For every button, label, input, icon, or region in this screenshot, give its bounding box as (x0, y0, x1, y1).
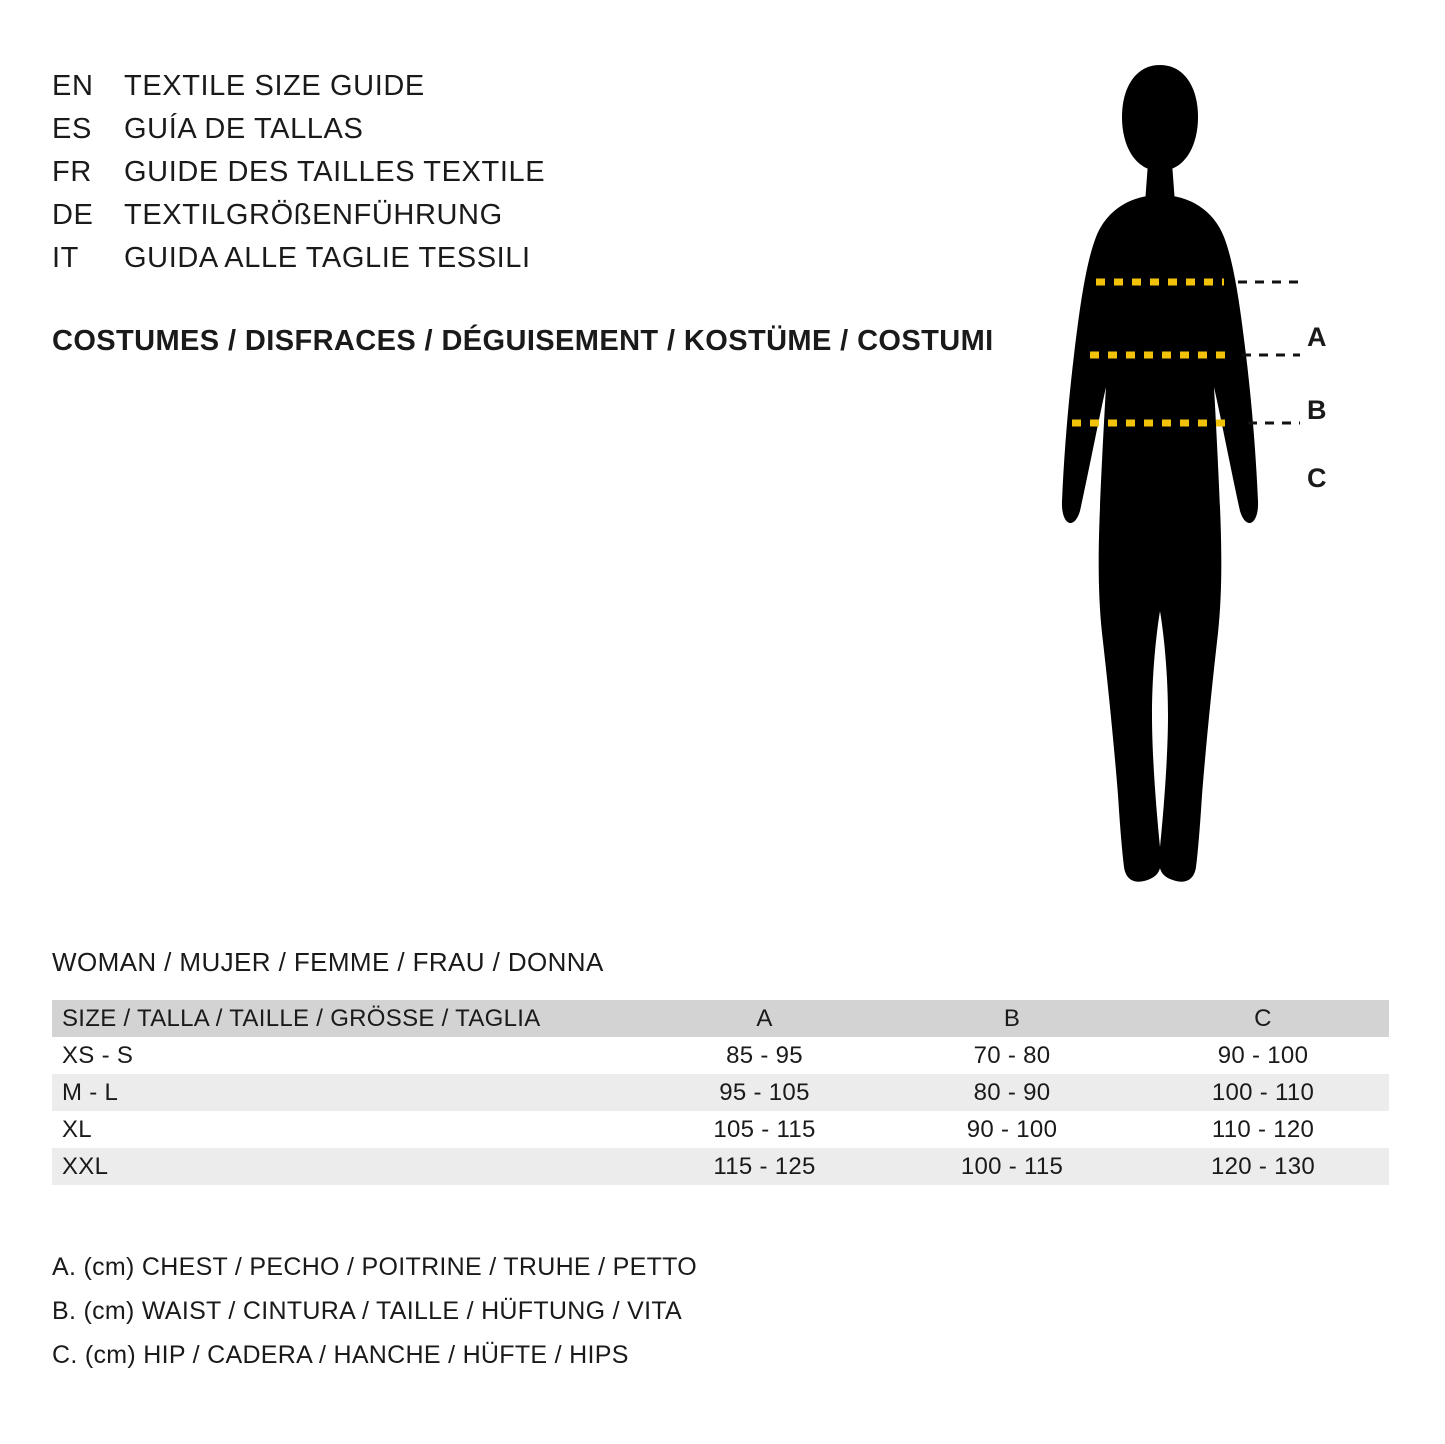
language-code: DE (52, 199, 94, 231)
table-row (52, 1148, 1389, 1185)
legend-item-a: A. (cm) CHEST / PECHO / POITRINE / TRUHE / PETTO (52, 1253, 698, 1281)
cell-c: 90 - 100 (1217, 1041, 1309, 1069)
cell-size: XL (62, 1115, 92, 1143)
marker-label-c: C (1307, 463, 1327, 493)
marker-label-b: B (1307, 395, 1327, 425)
legend-item-b: B. (cm) WAIST / CINTURA / TAILLE / HÜFTUNG / VITA (52, 1297, 683, 1325)
language-title: GUIDE DES TAILLES TEXTILE (124, 156, 546, 188)
cell-c: 100 - 110 (1211, 1078, 1315, 1106)
column-header-b: B (1003, 1004, 1021, 1032)
measurement-lines (1010, 55, 1390, 895)
cell-c: 120 - 130 (1210, 1152, 1316, 1180)
language-code: IT (52, 242, 79, 274)
cell-a: 115 - 125 (713, 1152, 816, 1180)
table-row (52, 1111, 1389, 1148)
measurement-legend (52, 1245, 697, 1377)
language-title: GUIDA ALLE TAGLIE TESSILI (124, 242, 531, 274)
language-code: FR (52, 156, 92, 188)
language-row-de (52, 199, 545, 242)
language-title: TEXTILE SIZE GUIDE (124, 70, 425, 102)
table-row (52, 1074, 1389, 1111)
cell-a: 85 - 95 (726, 1041, 803, 1069)
column-header-c: C (1254, 1004, 1272, 1032)
cell-b: 70 - 80 (973, 1041, 1051, 1069)
cell-size: XXL (62, 1152, 109, 1180)
table-head (52, 1000, 1389, 1037)
cell-size: XS - S (62, 1041, 134, 1069)
size-table (52, 1000, 1389, 1185)
cell-b: 80 - 90 (973, 1078, 1051, 1106)
column-header-size: SIZE / TALLA / TAILLE / GRÖSSE / TAGLIA (62, 1004, 541, 1032)
table-header-row (52, 1000, 1389, 1037)
language-list (52, 70, 545, 285)
language-row-it (52, 242, 545, 285)
language-row-es (52, 113, 545, 156)
table-row (52, 1037, 1389, 1074)
marker-label-a: A (1307, 322, 1327, 352)
category-heading: COSTUMES / DISFRACES / DÉGUISEMENT / KOSTÜME / COSTUMI (52, 325, 994, 357)
language-title: TEXTILGRÖßENFÜHRUNG (124, 199, 503, 231)
language-row-en (52, 70, 545, 113)
language-code: EN (52, 70, 94, 102)
cell-size: M - L (62, 1078, 119, 1106)
cell-a: 105 - 115 (713, 1115, 816, 1143)
language-code: ES (52, 113, 92, 145)
table-title: WOMAN / MUJER / FEMME / FRAU / DONNA (52, 947, 604, 977)
language-row-fr (52, 156, 545, 199)
cell-c: 110 - 120 (1211, 1115, 1315, 1143)
cell-a: 95 - 105 (719, 1078, 810, 1106)
body-figure (1010, 55, 1390, 895)
language-title: GUÍA DE TALLAS (124, 113, 364, 145)
column-header-a: A (756, 1004, 773, 1032)
cell-b: 90 - 100 (966, 1115, 1058, 1143)
cell-b: 100 - 115 (960, 1152, 1064, 1180)
table-body (52, 1037, 1389, 1185)
legend-item-c: C. (cm) HIP / CADERA / HANCHE / HÜFTE / HIPS (52, 1341, 629, 1369)
